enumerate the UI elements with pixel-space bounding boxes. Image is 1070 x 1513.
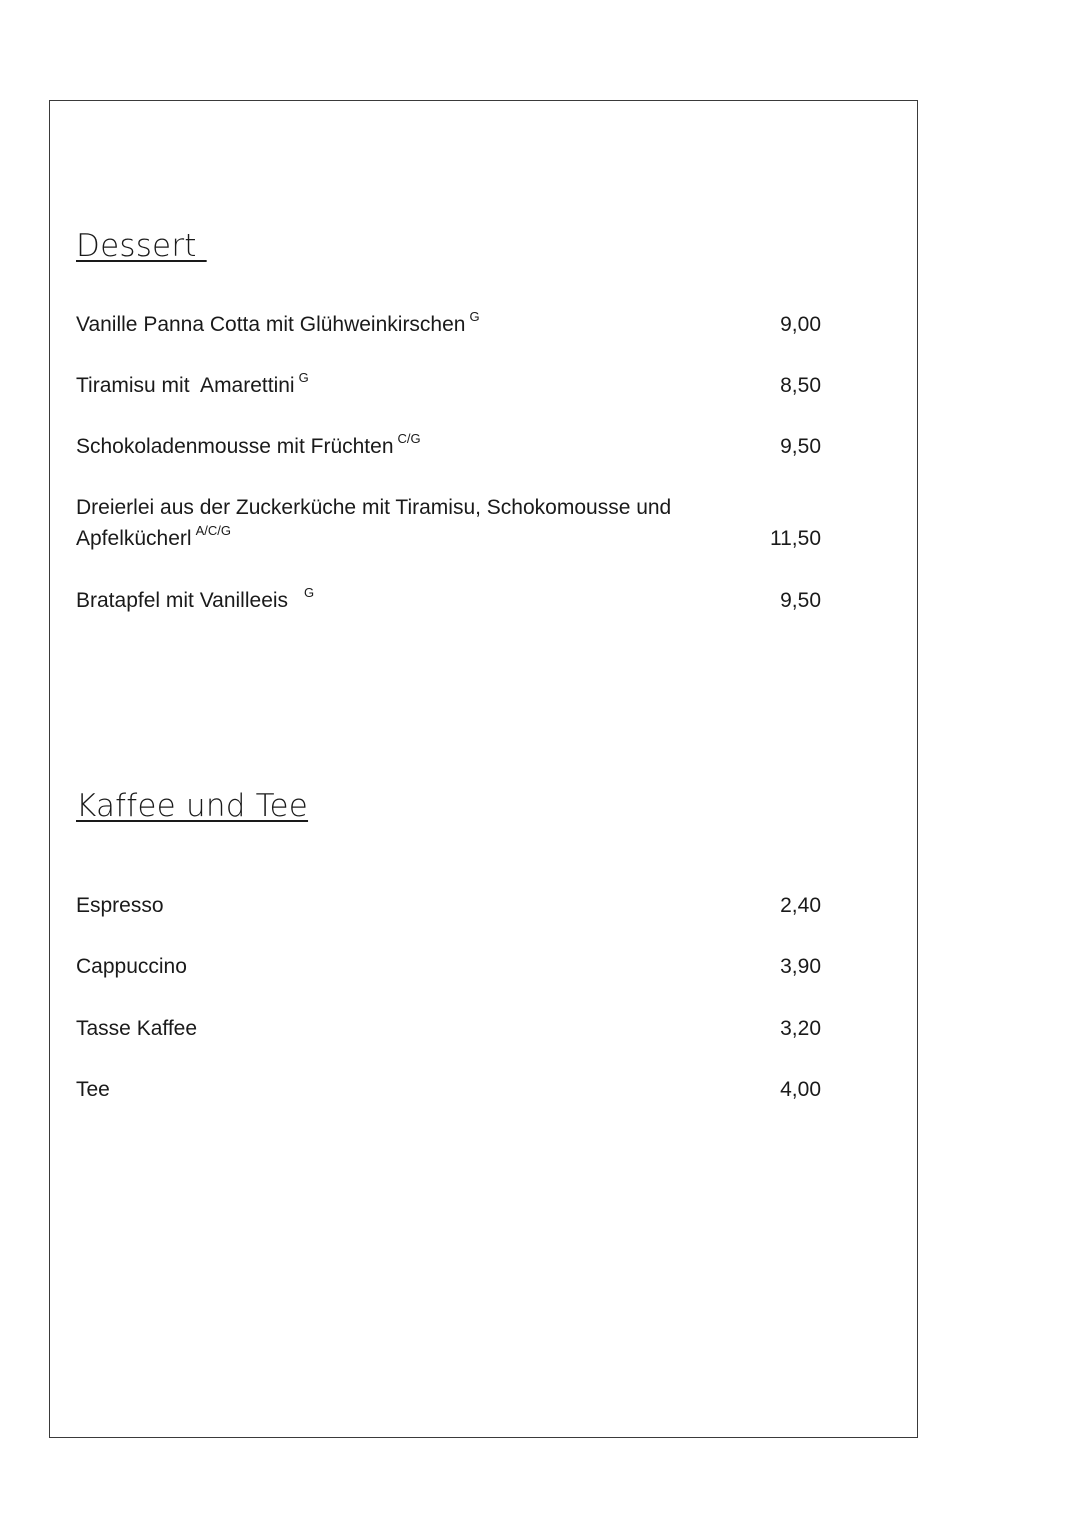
menu-item-name: Espresso <box>76 894 164 917</box>
menu-item-name: Vanille Panna Cotta mit Glühweinkirschen $^G$ <box>76 309 480 336</box>
menu-item-panna-cotta <box>76 309 821 340</box>
menu-item-tee <box>76 1074 821 1105</box>
menu-item-name: Tiramisu mit Amarettini $^G$ <box>76 370 309 397</box>
menu-item-tiramisu <box>76 370 821 401</box>
menu-item-tasse-kaffee <box>76 1013 821 1044</box>
menu-item-price: 9,50 <box>780 589 821 612</box>
menu-item-cappuccino <box>76 951 821 982</box>
menu-item-price: 8,50 <box>780 374 821 397</box>
menu-item-name: Dreierlei aus der Zuckerküche mit Tiramisu, Schokomousse und Apfelkücherl $^{A/C/G}$ <box>76 496 676 550</box>
allergen-code: C/G <box>397 431 421 446</box>
allergen-code: G <box>298 370 309 385</box>
coffee-section-title: Kaffee und Tee <box>76 788 309 824</box>
menu-item-price: 9,00 <box>780 313 821 336</box>
menu-item-schokoladenmousse <box>76 431 821 462</box>
menu-item-price: 3,90 <box>780 955 821 978</box>
menu-item-espresso <box>76 890 821 921</box>
menu-item-price: 3,20 <box>780 1017 821 1040</box>
menu-item-price: 2,40 <box>780 894 821 917</box>
allergen-code: A/C/G <box>195 523 231 538</box>
menu-item-name: Tee <box>76 1078 110 1101</box>
menu-item-bratapfel <box>76 585 821 616</box>
allergen-code: G <box>469 309 480 324</box>
allergen-code: G <box>304 585 315 600</box>
menu-frame <box>49 100 918 1438</box>
menu-item-name: Bratapfel mit Vanilleeis $^G$ <box>76 585 315 612</box>
menu-item-name: Schokoladenmousse mit Früchten $^{C/G}$ <box>76 431 421 458</box>
menu-item-price: 9,50 <box>780 435 821 458</box>
menu-item-name: Cappuccino <box>76 955 187 978</box>
dessert-section-title: Dessert <box>76 228 207 264</box>
menu-item-price: 11,50 <box>770 527 821 550</box>
menu-item-price: 4,00 <box>780 1078 821 1101</box>
menu-item-dreierlei <box>76 492 821 554</box>
menu-item-name: Tasse Kaffee <box>76 1017 198 1040</box>
